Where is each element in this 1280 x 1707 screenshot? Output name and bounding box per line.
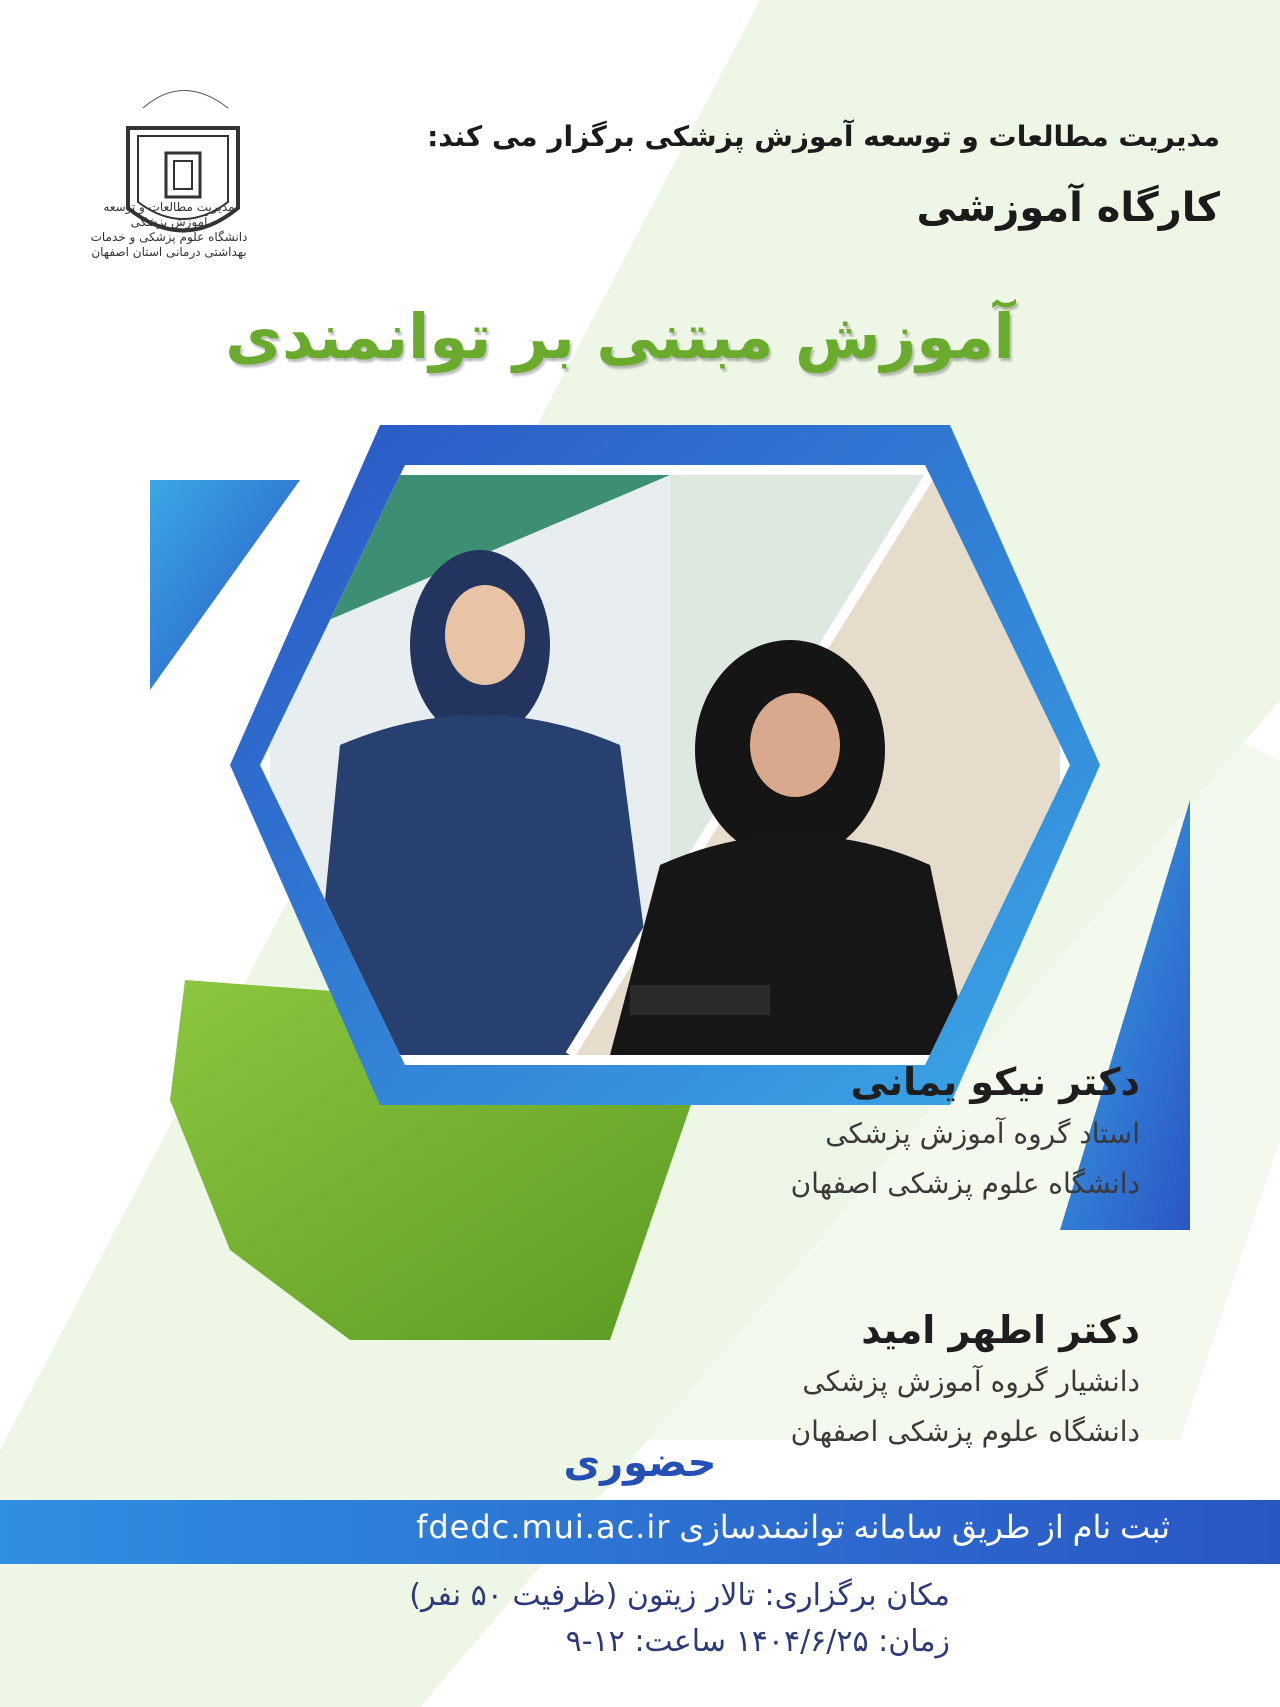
attendance-mode: حضوری [563,1440,717,1486]
speaker-2-name: دکتر اطهر امید [861,1308,1140,1352]
speaker-1-rank: استاد گروه آموزش پزشکی [825,1117,1140,1150]
venue-line: مکان برگزاری: تالار زیتون (ظرفیت ۵۰ نفر) [409,1578,950,1613]
time-line: زمان: ۱۴۰۴/۶/۲۵ ساعت: ۱۲-۹ [565,1624,950,1659]
logo-caption-line2: دانشگاه علوم پزشکی و خدمات بهداشتی درمانی استان اصفهان [90,230,248,259]
speaker-2 [791,1303,1140,1457]
speakers-photo-frame [140,425,1100,1105]
organizer-line: مدیریت مطالعات و توسعه آموزش پزشکی برگزار می کند: [427,120,1220,153]
speaker-1-name: دکتر نیکو یمانی [850,1060,1140,1104]
speaker2-body [610,835,970,1055]
speaker-2-affiliation: دانشگاه علوم پزشکی اصفهان [790,1415,1140,1448]
registration-label: ثبت نام از طریق سامانه توانمندسازی [679,1509,1170,1545]
speaker-1 [791,1055,1140,1209]
logo-caption-line1: مدیریت مطالعات و توسعه آموزش پزشکی [103,200,235,229]
speaker2-face [750,693,840,797]
registration-url[interactable]: fdedc.mui.ac.ir [416,1508,671,1546]
speaker-1-affiliation: دانشگاه علوم پزشکی اصفهان [790,1167,1140,1200]
speaker-2-rank: دانشیار گروه آموزش پزشکی [802,1365,1140,1398]
event-type: کارگاه آموزشی [916,185,1220,231]
speaker1-face [445,585,525,685]
workshop-title: آموزش مبتنی بر توانمندی [225,300,1015,373]
keyboard [630,985,770,1015]
logo-caption [84,200,254,260]
registration-text [70,1508,1170,1546]
